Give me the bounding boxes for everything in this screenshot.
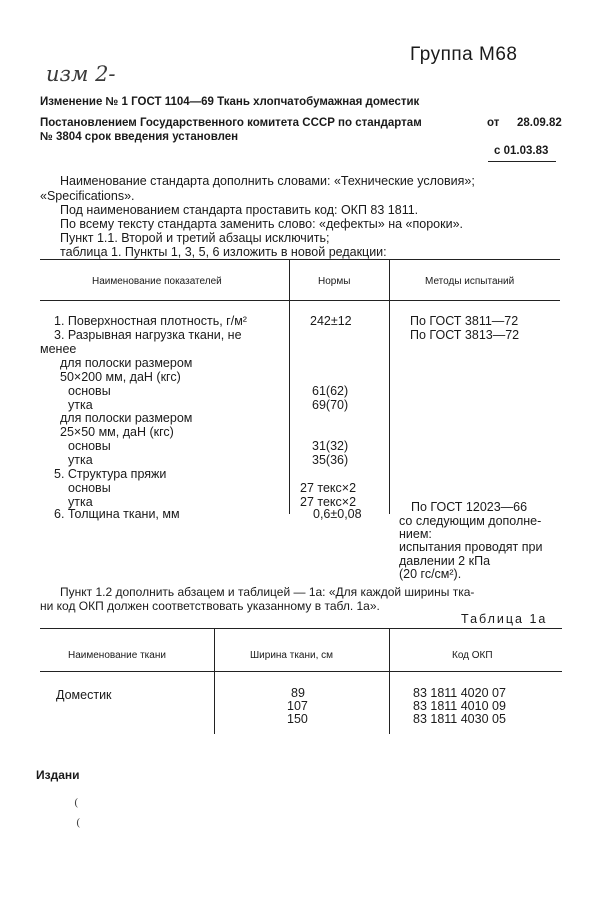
handwritten-note: изм 2- [46,62,116,86]
table-row-label: утка [68,495,93,509]
amendment-title: Изменение № 1 ГОСТ 1104—69 Ткань хлопчатобумажная доместик [40,96,420,108]
table-method-value: По ГОСТ 12023—66 [411,500,528,514]
paragraph-replace: По всему тексту стандарта заменить слово: «дефекты» на «пороки». [60,217,463,231]
table1a-header-name: Наименование ткани [68,650,166,661]
table1a-caption: Таблица 1а [461,612,548,626]
table-row-label: для полоски размером [60,356,193,370]
table1-header-methods: Методы испытаний [425,276,515,287]
paragraph-1-2: Пункт 1.2 дополнить абзацем и таблицей — 1а: «Для каждой ширины тка- [60,585,475,599]
effective-date: с 01.03.83 [494,145,549,157]
table1a-col-divider-1 [214,628,215,734]
publication-stamp: Издани [36,768,80,782]
table1a-width: 89 [291,686,305,700]
table-row-label: основы [68,481,111,495]
table-method-value: (20 гс/см²). [399,567,462,581]
table1-col-divider-2 [389,259,390,514]
table-norm-value: 35(36) [312,453,349,467]
table-row-label: 6. Толщина ткани, мм [54,507,180,521]
paragraph-exclude: Пункт 1.1. Второй и третий абзацы исключить; [60,231,330,245]
paragraph-specifications: «Specifications». [40,189,135,203]
resolution-date: 28.09.82 [517,117,562,129]
table-method-value: испытания проводят при [399,540,543,554]
table-method-value: со следующим дополне- [399,514,542,528]
group-label: Группа М68 [410,44,518,65]
table-norm-value: 27 текс×2 [300,481,357,495]
table-norm-value: 31(32) [312,439,349,453]
pen-mark: ⁽ [76,816,81,836]
table1a-width: 107 [287,699,308,713]
paragraph-code: Под наименованием стандарта проставить код: ОКП 83 1811. [60,203,419,217]
table-norm-value: 27 текс×2 [300,495,357,509]
table-row-label: 50×200 мм, даН (кгс) [60,370,181,384]
pen-mark: ⁽ [74,796,79,816]
table1a-top-rule [40,628,562,629]
table1-header-norms: Нормы [318,276,351,287]
table-norm-value: 242±12 [310,314,352,328]
table-method-value: давлении 2 кПа [399,554,491,568]
table-row-label: менее [40,342,77,356]
table-norm-value: 69(70) [312,398,349,412]
table-row-label: основы [68,439,111,453]
paragraph-1-2-cont: ни код ОКП должен соответствовать указанному в табл. 1а». [40,599,380,613]
date-underline [488,161,556,162]
table1a-width: 150 [287,712,308,726]
resolution-line: Постановлением Государственного комитета СССР по стандартам [40,117,422,129]
table-method-value: По ГОСТ 3813—72 [410,328,520,342]
table1a-code: 83 1811 4010 09 [413,699,506,713]
table1-top-rule [40,259,560,260]
table1-header-indicators: Наименование показателей [92,276,222,287]
table1-header-rule [40,300,560,301]
table1a-code: 83 1811 4020 07 [413,686,506,700]
table-row-label: 25×50 мм, даН (кгс) [60,425,174,439]
table-row-label: утка [68,453,93,467]
resolution-number: № 3804 срок введения установлен [40,131,239,143]
paragraph-title-add: Наименование стандарта дополнить словами: «Технические условия»; [60,174,475,188]
table1a-header-code: Код ОКП [452,650,493,661]
table-row-label: основы [68,384,111,398]
resolution-from: от [487,117,500,129]
table-method-value: По ГОСТ 3811—72 [410,314,519,328]
table1a-header-width: Ширина ткани, см [250,650,334,661]
table-row-label: утка [68,398,93,412]
table1a-code: 83 1811 4030 05 [413,712,506,726]
paragraph-table1: таблица 1. Пункты 1, 3, 5, 6 изложить в новой редакции: [60,245,387,259]
table-row-label: для полоски размером [60,411,193,425]
table1a-header-rule [40,671,562,672]
table-norm-value: 61(62) [312,384,349,398]
table-row-label: 1. Поверхностная плотность, г/м² [54,314,247,328]
table1a-col-divider-2 [389,628,390,734]
table-norm-value: 0,6±0,08 [313,507,362,521]
table1-col-divider-1 [289,259,290,514]
table-row-label: 5. Структура пряжи [54,467,167,481]
table-row-label: 3. Разрывная нагрузка ткани, не [54,328,242,342]
table-method-value: нием: [399,527,432,541]
table1a-fabric-name: Доместик [56,688,112,702]
